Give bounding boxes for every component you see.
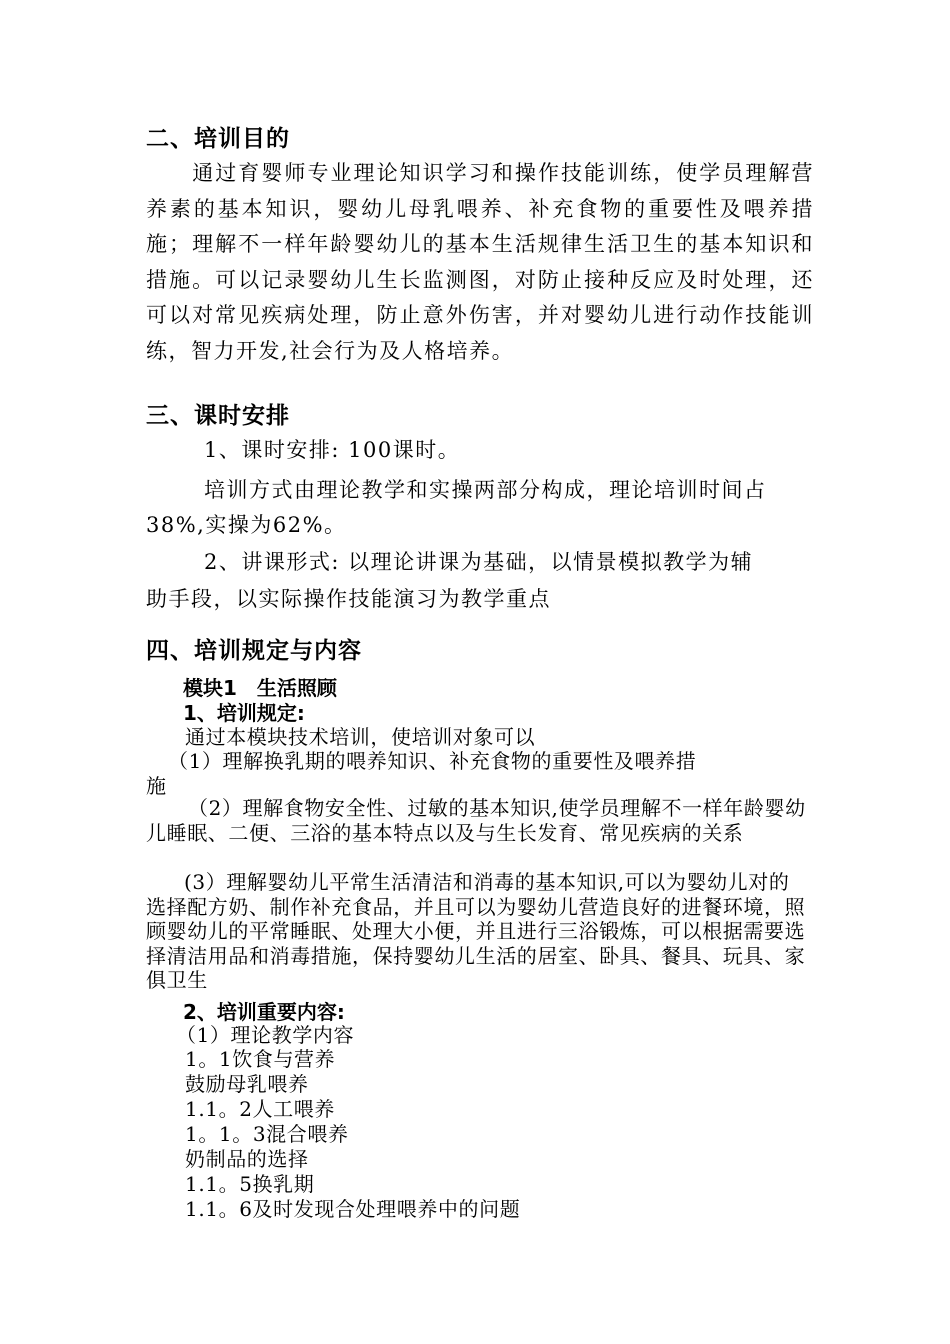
section-heading-schedule: 三、课时安排 [146,403,290,429]
rule1-line1: （1）理解换乳期的喂养知识、补充食物的重要性及喂养措 [168,749,697,773]
content-item: 1。1。3混合喂养 [185,1122,349,1146]
content-item: 1.1。5换乳期 [185,1172,315,1196]
main-content-title: 2、培训重要内容: [183,1000,345,1024]
schedule-method-line1: 培训方式由理论教学和实操两部分构成，理论培训时间占 [204,478,767,502]
rule2-paragraph: （2）理解食物安全性、过敏的基本知识,使学员理解不一样年龄婴幼儿睡眠、二便、三浴的基本特点以及与生长发育、常见疾病的关系 [146,796,806,845]
schedule-hours: 1、课时安排: 100课时。 [204,438,461,462]
module-title: 模块1 生活照顾 [183,676,337,700]
content-item: 奶制品的选择 [185,1147,309,1171]
section-heading-content: 四、培训规定与内容 [146,638,362,664]
rule3-paragraph: (3）理解婴幼儿平常生活清洁和消毒的基本知识,可以为婴幼儿对的选择配方奶、制作补充食品，并且可以为婴幼儿营造良好的进餐环境，照顾婴幼儿的平常睡眠、处理大小便，并且进行三浴锻炼，可以根据需要选择清洁用品和消毒措施，保持婴幼儿生活的居室、卧具、餐具、玩具、家俱卫生 [146,870,806,992]
rules-intro: 通过本模块技术培训，使培训对象可以 [185,725,536,749]
purpose-paragraph: 通过育婴师专业理论知识学习和操作技能训练，使学员理解营养素的基本知识，婴幼儿母乳喂养、补充食物的重要性及喂养措施；理解不一样年龄婴幼儿的基本生活规律生活卫生的基本知识和措施。可以记录婴幼儿生长监测图，对防止接种反应及时处理，还可以对常见疾病处理，防止意外伤害，并对婴幼儿进行动作技能训练，智力开发,社会行为及人格培养。 [146,161,814,363]
schedule-form-line1: 2、讲课形式: 以理论讲课为基础，以情景模拟教学为辅 [204,550,754,574]
section-heading-purpose: 二、培训目的 [146,126,290,152]
schedule-method-line2: 38%,实操为62%。 [146,513,347,537]
content-item: 1。1饮食与营养 [185,1047,336,1071]
content-item: （1）理论教学内容 [176,1023,355,1047]
content-item: 1.1。6及时发现合处理喂养中的问题 [185,1197,521,1221]
content-item: 鼓励母乳喂养 [185,1072,309,1096]
content-item: 1.1。2人工喂养 [185,1097,335,1121]
rules-title: 1、培训规定: [183,701,305,725]
rule1-line2: 施 [146,774,167,798]
schedule-form-line2: 助手段，以实际操作技能演习为教学重点 [146,587,551,611]
